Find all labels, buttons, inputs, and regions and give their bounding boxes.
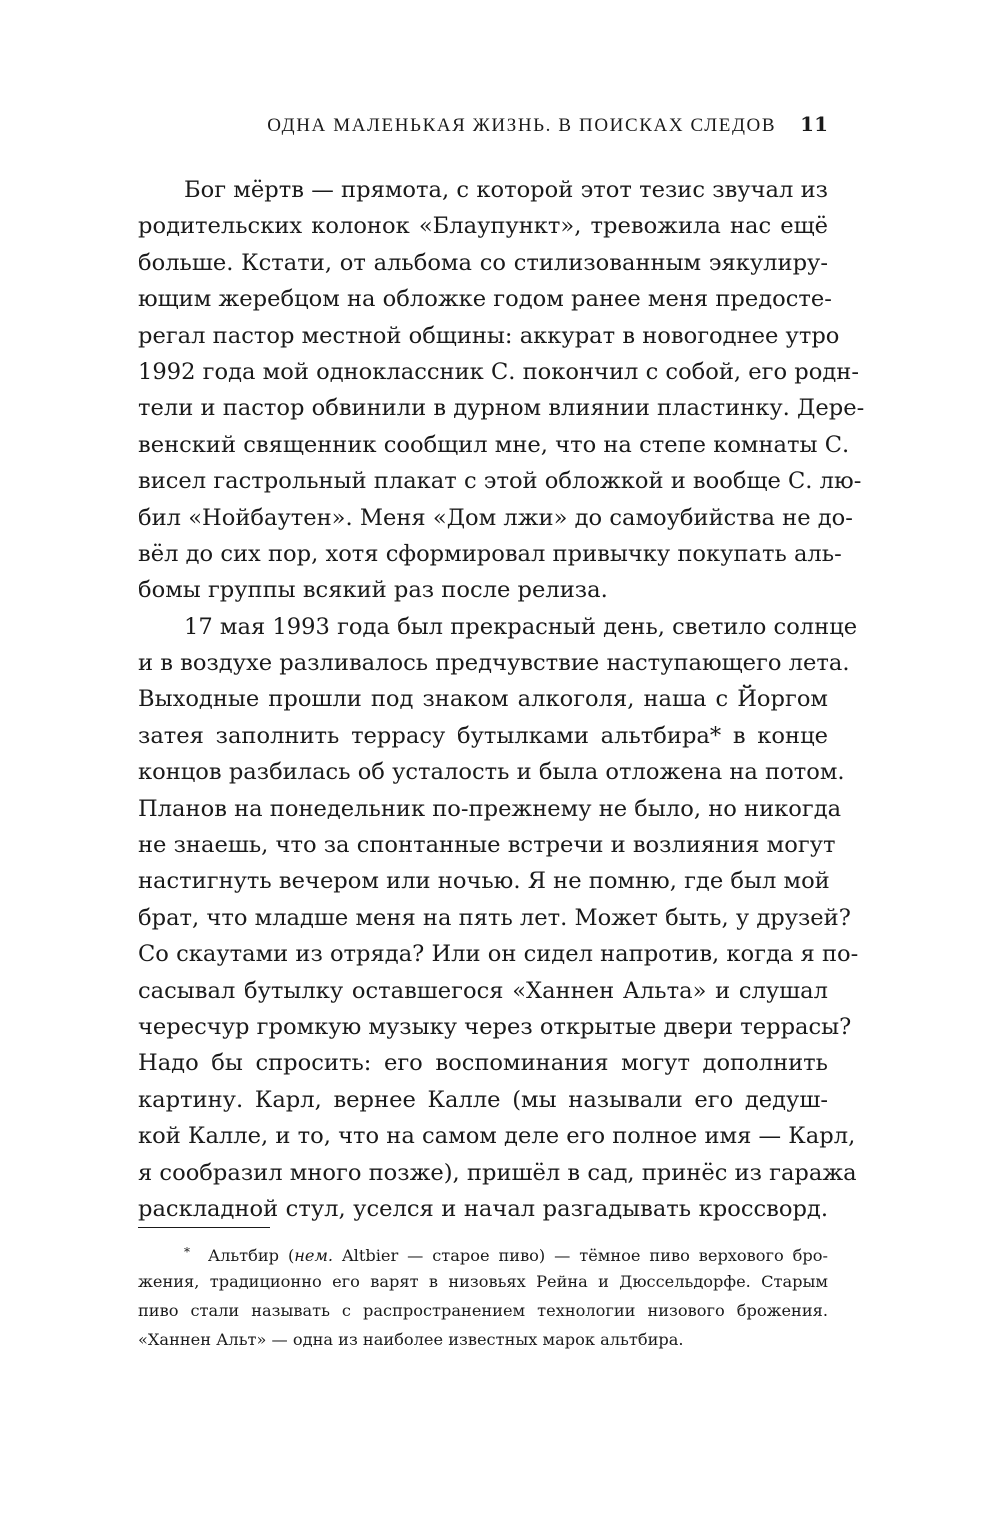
text-line: бил «Нойбаутен». Меня «Дом лжи» до самоубийства не до- — [138, 504, 853, 531]
text-line: раскладной стул, уселся и начал разгадывать кроссворд. — [138, 1195, 828, 1222]
footnote-lang-abbr: нем. — [294, 1246, 334, 1265]
text-line: сасывал бутылку оставшегося «Ханнен Альта» и слушал — [138, 977, 828, 1004]
text-line: венский священник сообщил мне, что на степе комнаты С. — [138, 431, 850, 458]
footnote-term: Альтбир ( — [207, 1246, 295, 1265]
text-line: больше. Кстати, от альбома со стилизованным эякулиру- — [138, 249, 828, 276]
text-line: бомы группы всякий раз после релиза. — [138, 577, 608, 604]
running-title: ОДНА МАЛЕНЬКАЯ ЖИЗНЬ. В ПОИСКАХ СЛЕДОВ — [267, 115, 777, 136]
text-line: Надо бы спросить: его воспоминания могут дополнить — [138, 1050, 828, 1077]
running-head — [138, 112, 828, 142]
text-line: и в воздухе разливалось предчувствие наступающего лета. — [138, 650, 850, 677]
page-number: 11 — [800, 112, 828, 136]
footnote-line — [138, 1238, 828, 1267]
text-line: регал пастор местной общины: аккурат в новогоднее утро — [138, 322, 840, 349]
footnote-divider — [138, 1227, 270, 1228]
footnote-marker: * — [184, 1245, 190, 1259]
text-line: настигнуть вечером или ночью. Я не помню, где был мой — [138, 868, 830, 895]
footnote — [138, 1238, 828, 1354]
text-line: висел гастрольный плакат с этой обложкой и вообще С. лю- — [138, 468, 862, 495]
text-line: концов разбилась об усталость и была отложена на потом. — [138, 759, 845, 786]
text-line: я сообразил много позже), пришёл в сад, принёс из гаража — [138, 1159, 857, 1186]
text-line: тели и пастор обвинили в дурном влиянии пластинку. Дере- — [138, 395, 865, 422]
footnote-line-1-rest: Altbier — старое пиво) — тёмное пиво верхового бро- — [333, 1246, 829, 1265]
text-line: Бог мёртв — прямота, с которой этот тезис звучал из — [184, 177, 828, 203]
text-line: кой Калле, и то, что на самом деле его полное имя — Карл, — [138, 1123, 856, 1150]
text-line: брат, что младше меня на пять лет. Может быть, у друзей? — [138, 904, 851, 931]
footnote-line: жения, традиционно его варят в низовьях Рейна и Дюссельдорфе. Старым — [138, 1272, 828, 1291]
text-line: не знаешь, что за спонтанные встречи и возлияния могут — [138, 832, 836, 859]
text-line: 17 мая 1993 года был прекрасный день, светило солнце — [184, 613, 858, 640]
text-line: Со скаутами из отряда? Или он сидел напротив, когда я по- — [138, 941, 859, 968]
footnote-line: пиво стали называть с распространением технологии низового брожения. — [138, 1301, 828, 1320]
footnote-line: «Ханнен Альт» — одна из наиболее известных марок альтбира. — [138, 1330, 684, 1349]
text-line: Планов на понедельник по-прежнему не было, но никогда — [138, 795, 842, 822]
text-line: чересчур громкую музыку через открытые двери террасы? — [138, 1013, 852, 1040]
text-line: 1992 года мой одноклассник С. покончил с собой, его родн- — [138, 358, 859, 385]
text-line: вёл до сих пор, хотя сформировал привычку покупать аль- — [138, 540, 842, 567]
text-line: родительских колонок «Блаупункт», тревожила нас ещё — [138, 213, 828, 240]
text-line: Выходные прошли под знаком алкоголя, наша с Йоргом — [138, 686, 828, 713]
body-text — [138, 172, 865, 1227]
text-line: ющим жеребцом на обложке годом ранее меня предосте- — [138, 286, 832, 313]
text-line: картину. Карл, вернее Калле (мы называли его дедуш- — [138, 1086, 828, 1113]
text-line: затея заполнить террасу бутылками альтбира* в конце — [138, 722, 828, 749]
